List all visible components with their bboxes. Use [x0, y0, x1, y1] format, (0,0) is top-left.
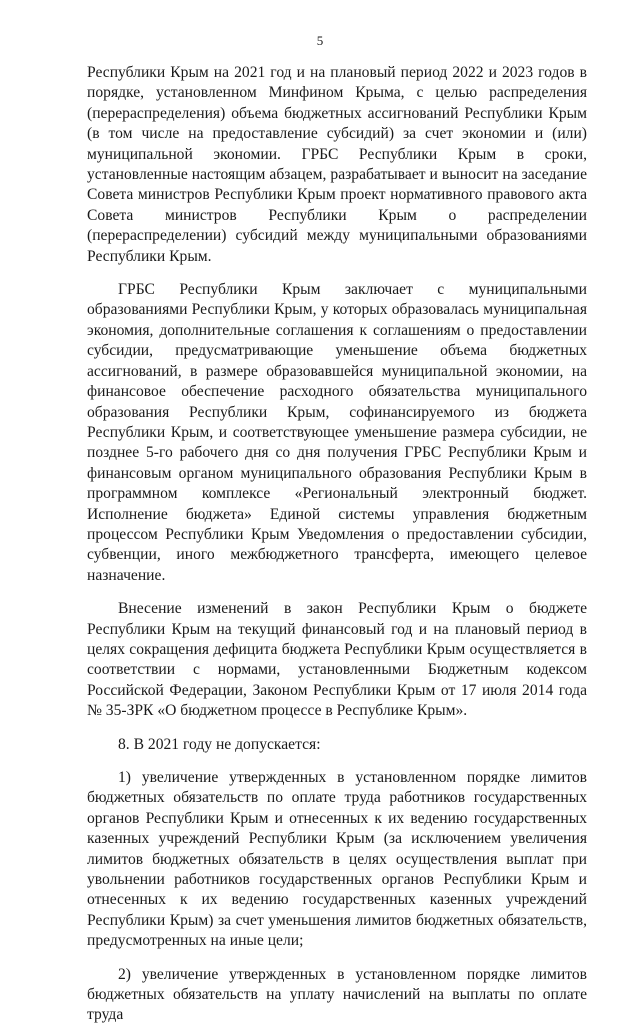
paragraph-continuation: Республики Крым на 2021 год и на плановый период 2022 и 2023 годов в порядке, установленном Минфином Крыма, с целью распределения (перераспределения) объема бюджетных ассигнований Республики Крым (в том числе на предоставление субсидий) за счет экономии и (или) муниципальной экономии. ГРБС Республики Крым в сроки, установленные настоящим абзацем, разрабатывает и выносит на заседание Совета министров Республики Крым проект нормативного правового акта Совета министров Республики Крым о распределении (перераспределении) субсидий между муниципальными образованиями Республики Крым.	[87, 64, 587, 265]
document-body	[87, 63, 587, 1026]
paragraph-law-amendments: Внесение изменений в закон Республики Крым о бюджете Республики Крым на текущий финансовый год и на плановый период в целях сокращения дефицита бюджета Республики Крым осуществляется в соответствии с нормами, установленными Бюджетным кодексом Российской Федерации, Законом Республики Крым от 17 июля 2014 года № 35-ЗРК «О бюджетном процессе в Республике Крым».	[87, 600, 587, 720]
page-number: 5	[316, 33, 324, 48]
paragraph-subitem-1: 1) увеличение утвержденных в установленном порядке лимитов бюджетных обязательств по оплате труда работников государственных органов Республики Крым и отнесенных к их ведению государственных казенных учреждений Республики Крым (за исключением увеличения лимитов бюджетных обязательств в целях осуществления выплат при увольнении работников государственных органов Республики Крым и отнесенных к их ведению государственных казенных учреждений Республики Крым) за счет уменьшения лимитов бюджетных обязательств, предусмотренных на иные цели;	[87, 769, 587, 950]
paragraph-item-8-heading: 8. В 2021 году не допускается:	[118, 735, 321, 753]
paragraph-subitem-2: 2) увеличение утвержденных в установленном порядке лимитов бюджетных обязательств на уплату начислений на выплаты по оплате труда	[87, 965, 587, 1024]
paragraph-grbs-agreements: ГРБС Республики Крым заключает с муниципальными образованиями Республики Крым, у которых образовалась муниципальная экономия, дополнительные соглашения к соглашениям о предоставлении субсидии, предусматривающие уменьшение объема бюджетных ассигнований, в размере образовавшейся муниципальной экономии, на финансовое обеспечение расходного обязательства муниципального образования Республики Крым, софинансируемого из бюджета Республики Крым, и соответствующее уменьшение размера субсидии, не позднее 5-го рабочего дня со дня получения ГРБС Республики Крым и финансовым органом муниципального образования Республики Крым в программном комплексе «Региональный электронный бюджет. Исполнение бюджета» Единой системы управления бюджетным процессом Республики Крым Уведомления о предоставлении субсидии, субвенции, иного межбюджетного трансферта, имеющего целевое назначение.	[87, 281, 587, 584]
